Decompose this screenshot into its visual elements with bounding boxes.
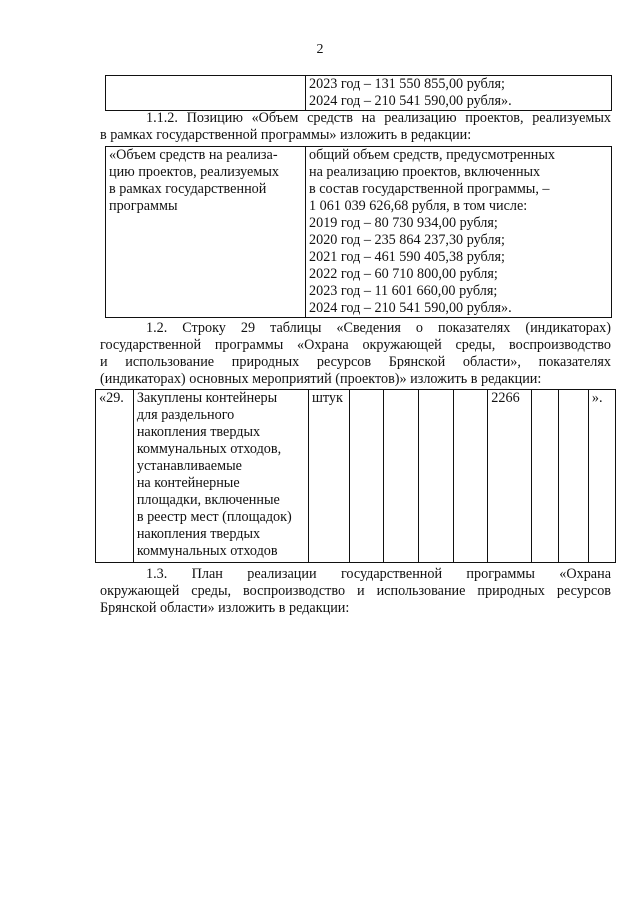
value-line: 2020 год – 235 864 237,30 рубля; [309, 232, 505, 248]
closing-quote-cell: ». [588, 390, 615, 563]
paragraph-line: окружающей среды, воспроизводство и использование природных ресурсов [100, 583, 611, 599]
paragraph-1-3 [100, 566, 611, 617]
paragraph-line: (индикаторах) основных мероприятий (проектов)» изложить в редакции: [100, 371, 542, 387]
table-cell-label [106, 147, 306, 318]
value-cell: 2266 [488, 390, 531, 563]
empty-value-cell [531, 390, 558, 563]
indicator-name-line: Закуплены контейнеры [136, 390, 278, 406]
value-line: в состав государственной программы, – [309, 181, 550, 197]
paragraph-1-2 [100, 320, 611, 388]
paragraph-line: 1.2. Строку 29 таблицы «Сведения о показателях (индикаторах) [146, 320, 611, 336]
empty-value-cell [453, 390, 488, 563]
table-cell-values [306, 76, 612, 111]
paragraph-line: 1.3. План реализации государственной программы «Охрана [146, 566, 611, 582]
value-line: 1 061 039 626,68 рубля, в том числе: [309, 198, 528, 214]
paragraph-line: государственной программы «Охрана окружающей среды, воспроизводство [100, 337, 611, 353]
project-funding-table [105, 146, 612, 318]
paragraph-line: 1.1.2. Позицию «Объем средств на реализацию проектов, реализуемых [146, 110, 611, 126]
empty-value-cell [559, 390, 589, 563]
indicator-name-line: в реестр мест (площадок) [136, 509, 292, 525]
value-line: 2019 год – 80 730 934,00 рубля; [309, 215, 498, 231]
year-amount-line: 2024 год – 210 541 590,00 рубля». [309, 93, 512, 109]
indicator-name-line: устанавливаемые [136, 458, 242, 474]
table-row [106, 147, 612, 318]
value-line: 2021 год – 461 590 405,38 рубля; [309, 249, 505, 265]
unit-cell: штук [308, 390, 349, 563]
indicator-table-row-29 [95, 389, 616, 563]
table-cell-label [106, 76, 306, 111]
indicator-name-line: для раздельного [136, 407, 235, 423]
indicator-name-line: коммунальных отходов [136, 543, 278, 559]
value-line: на реализацию проектов, включенных [309, 164, 541, 180]
label-line: программы [109, 198, 178, 214]
row-number-cell: «29. [96, 390, 134, 563]
indicator-name-cell [133, 390, 308, 563]
value-line: общий объем средств, предусмотренных [309, 147, 555, 163]
table-row [96, 390, 616, 563]
empty-value-cell [384, 390, 419, 563]
page-number: 2 [316, 42, 324, 57]
paragraph-line: в рамках государственной программы» изложить в редакции: [100, 127, 472, 143]
value-line: 2022 год – 60 710 800,00 рубля; [309, 266, 498, 282]
indicator-name-line: площадки, включенные [136, 492, 280, 508]
paragraph-1-1-2 [100, 110, 611, 144]
indicator-name-line: коммунальных отходов, [136, 441, 282, 457]
year-amount-line: 2023 год – 131 550 855,00 рубля; [309, 76, 505, 92]
empty-value-cell [418, 390, 453, 563]
label-line: в рамках государственной [109, 181, 267, 197]
value-line: 2024 год – 210 541 590,00 рубля». [309, 300, 512, 316]
paragraph-line: Брянской области» изложить в редакции: [100, 600, 350, 616]
paragraph-line: и использование природных ресурсов Брянской области», показателях [100, 354, 611, 370]
table-row [106, 76, 612, 111]
indicator-name-line: накопления твердых [136, 526, 261, 542]
label-line: «Объем средств на реализа- [109, 147, 278, 163]
empty-value-cell [349, 390, 384, 563]
label-line: цию проектов, реализуемых [109, 164, 279, 180]
indicator-name-line: накопления твердых [136, 424, 261, 440]
indicator-name-line: на контейнерные [136, 475, 240, 491]
funding-table-continuation [105, 75, 612, 111]
value-line: 2023 год – 11 601 660,00 рубля; [309, 283, 498, 299]
table-cell-values [306, 147, 612, 318]
